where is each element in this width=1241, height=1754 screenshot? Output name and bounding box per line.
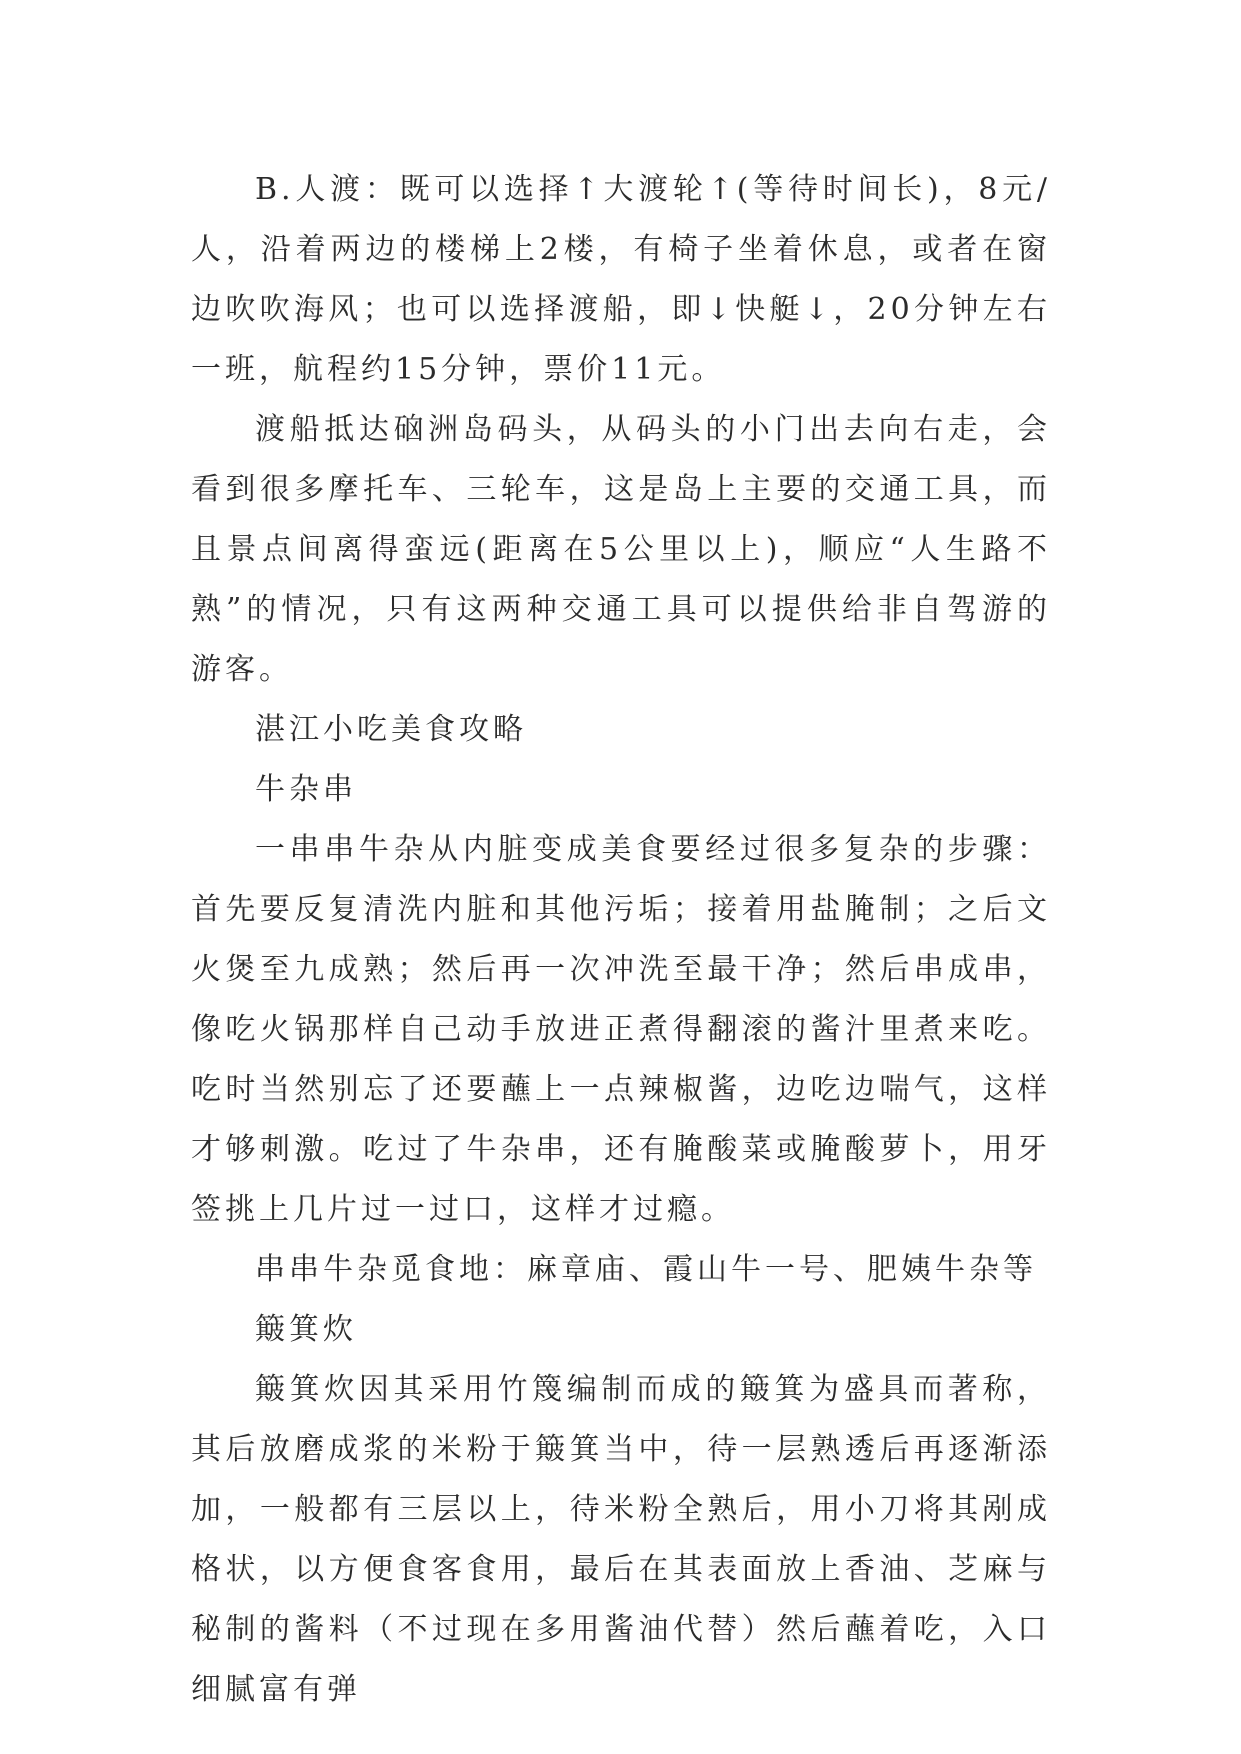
paragraph-ferry-options: B.人渡：既可以选择↑大渡轮↑(等待时间长)，8元/人，沿着两边的楼梯上2楼，有椅子坐着休息，或者在窗边吹吹海风；也可以选择渡船，即↓快艇↓，20分钟左右一班，航程约15分钟，票价11元。 — [191, 172, 1051, 387]
paragraph-naozhou-island-transport: 渡船抵达硇洲岛码头，从码头的小门出去向右走，会看到很多摩托车、三轮车，这是岛上主要的交通工具，而且景点间离得蛮远(距离在5公里以上)，顺应“人生路不熟”的情况，只有这两种交通工具可以提供给非自驾游的游客。 — [191, 412, 1051, 687]
document-body — [191, 160, 1051, 1720]
heading-beef-offal-skewers: 牛杂串 — [255, 772, 357, 807]
heading-beef-offal-locations: 串串牛杂觅食地：麻章庙、霞山牛一号、肥姨牛杂等 — [255, 1252, 1037, 1287]
heading-zhanjiang-food-guide: 湛江小吃美食攻略 — [255, 712, 527, 747]
paragraph-beef-offal-description: 一串串牛杂从内脏变成美食要经过很多复杂的步骤：首先要反复清洗内脏和其他污垢；接着用盐腌制；之后文火煲至九成熟；然后再一次冲洗至最干净；然后串成串，像吃火锅那样自己动手放进正煮得翻滚的酱汁里煮来吃。吃时当然别忘了还要蘸上一点辣椒酱，边吃边喘气，这样才够刺激。吃过了牛杂串，还有腌酸菜或腌酸萝卜，用牙签挑上几片过一过口，这样才过瘾。 — [191, 832, 1051, 1227]
heading-bojichui: 簸箕炊 — [255, 1312, 357, 1347]
paragraph-bojichui-description: 簸箕炊因其采用竹篾编制而成的簸箕为盛具而著称，其后放磨成浆的米粉于簸箕当中，待一层熟透后再逐渐添加，一般都有三层以上，待米粉全熟后，用小刀将其剐成格状，以方便食客食用，最后在其表面放上香油、芝麻与秘制的酱料（不过现在多用酱油代替）然后蘸着吃，入口细腻富有弹 — [191, 1372, 1051, 1707]
